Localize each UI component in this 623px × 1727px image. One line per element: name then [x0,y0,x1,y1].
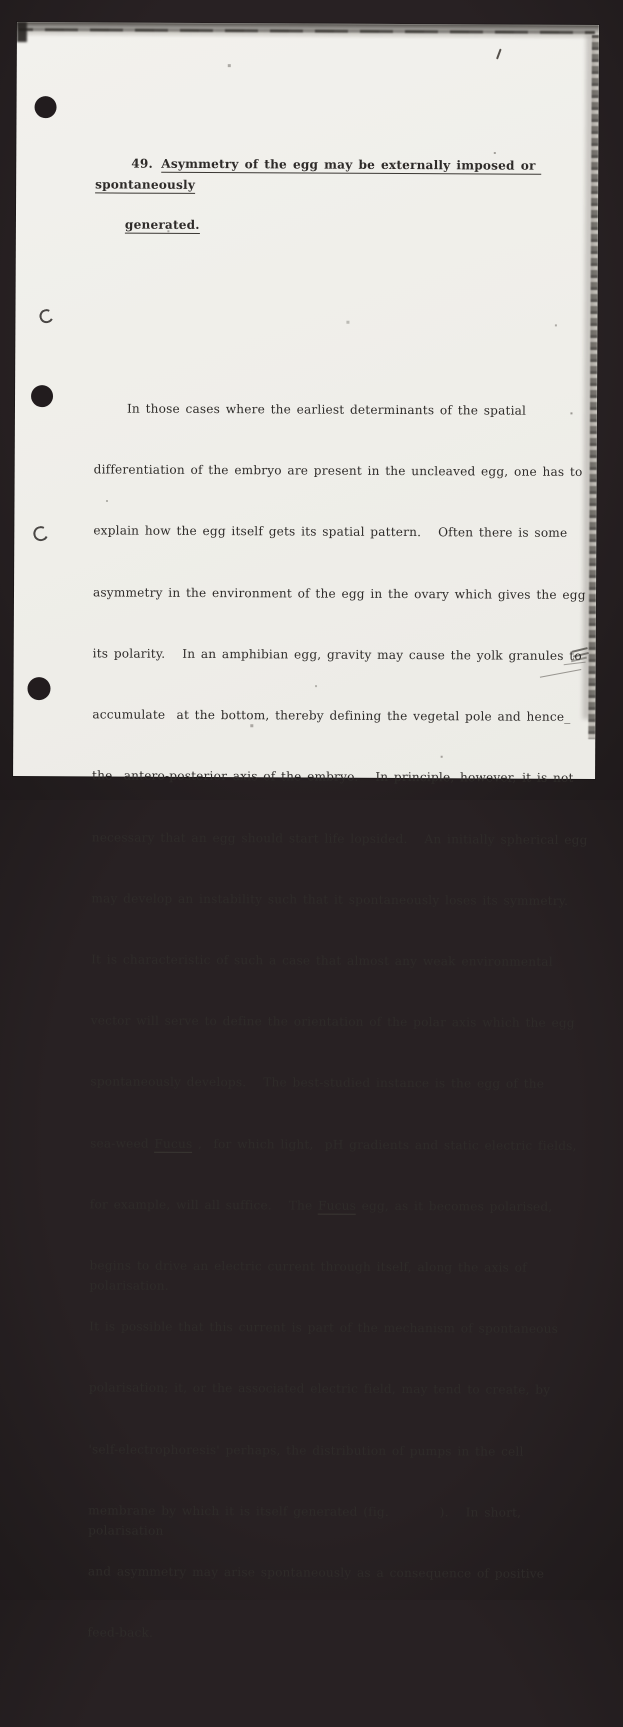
text-line: vector will serve to define the orientation of the polar axis which the egg [90,1013,575,1031]
text-segment: accumulate at the bottom, thereby defining the vegetal pole and hence [92,707,565,724]
text-line: the antero-posterior axis of the embryo. In principle, however, it is not [92,768,574,786]
ring-mark-lower [31,524,50,543]
body-paragraph [87,358,590,1687]
text-line: necessary that an egg should start life lopsided. An initially spherical egg [91,829,588,847]
text-segment: egg, as it becomes polarised, [355,1198,553,1214]
text-line [90,1194,586,1217]
text-segment: sea-weed [90,1135,155,1151]
heading-line-1: Asymmetry of the egg may be externally imposed or spontaneously [95,156,542,192]
text-line: and asymmetry may arise spontaneously as a consequence of positive [87,1564,545,1581]
paper-specks [17,22,18,23]
text-line: differentiation of the embryo are present in the uncleaved egg, one has to [93,462,583,480]
hole-punch-middle [31,385,53,407]
hole-punch-top [34,96,56,118]
underlined-term-fucus: Fucus [154,1136,193,1151]
document-page [13,22,599,1640]
text-line: begins to drive an electric current through itself, along the axis of polarisation. [89,1258,533,1294]
typewritten-text [87,92,592,1727]
text-line: its polarity. In an amphibian egg, gravity may cause the yolk granules to [92,646,582,663]
scan-corner-smudge [17,22,27,42]
text-line: asymmetry in the environment of the egg in the ovary which gives the egg [92,585,586,602]
text-line: In those cases where the earliest determinants of the spatial [126,401,527,418]
text-line: 'self-electrophoresis' perhaps, the distribution of pumps in the cell [88,1441,524,1459]
ring-mark-upper [38,307,56,325]
section-heading [95,133,592,278]
text-line: It is characteristic of such a case that almost any weak environmental [91,952,553,969]
text-line: explain how the egg itself gets its spatial pattern. Often there is some [93,523,568,541]
text-segment: , for which light, pH gradients and static electric fields, [192,1136,577,1153]
text-line: may develop an instability such that it spontaneously loses its symmetry. [91,891,569,908]
text-segment: for example, will all suffice. The [89,1197,319,1213]
text-line: polarisation; it, or the associated electric field, may tend to create, by [88,1380,551,1398]
stray-dash-mark: _ [564,709,571,724]
underlined-term-fucus: Fucus [318,1198,357,1213]
text-line: membrane by which it is itself generated (fig. ). In short, polarisation [88,1503,527,1538]
text-line [92,704,588,727]
pen-mark-slash [496,49,502,60]
section-number: 49. [131,156,153,171]
hole-punch-bottom [27,677,50,700]
text-line [90,1133,586,1156]
text-line: spontaneously develops. The best-studied instance is the egg of the [90,1074,545,1092]
heading-line-2: generated. [124,218,200,233]
text-line: It is possible that this current is part of the mechanism of spontaneous [89,1319,559,1336]
text-line: feed-back. [87,1625,154,1640]
